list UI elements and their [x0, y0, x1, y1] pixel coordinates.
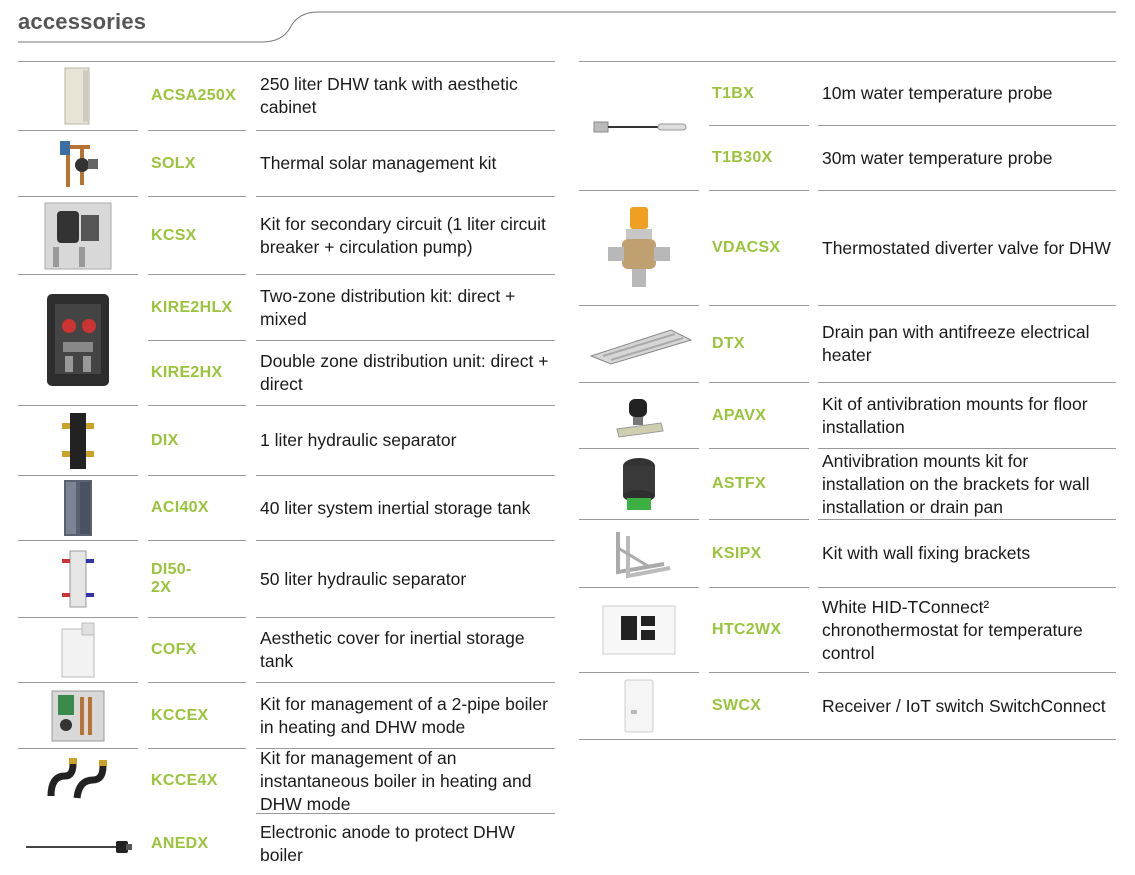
floor-mount-image	[579, 383, 699, 448]
inertial-tank-image	[18, 476, 138, 540]
desc-kire2hlx: Two-zone distribution kit: direct + mixed	[260, 285, 516, 329]
desc-aci40x: 40 liter system inertial storage tank	[260, 497, 531, 518]
desc-dix: 1 liter hydraulic separator	[260, 430, 457, 450]
solar-kit-image	[18, 131, 138, 196]
header-divider	[0, 0, 1135, 48]
drain-pan-image	[579, 306, 699, 382]
code-t1bx: T1BX	[712, 84, 755, 102]
desc-apavx: Kit of antivibration mounts for floor installation	[822, 393, 1088, 437]
desc-astfx: Antivibration mounts kit for installation on the brackets for wall installation or drain pan	[822, 450, 1090, 517]
desc-kccex: Kit for management of a 2-pipe boiler in heating and DHW mode	[260, 693, 548, 737]
aesthetic-cover-image	[18, 618, 138, 682]
chronothermostat-image	[579, 588, 699, 672]
code-t1b30x: T1B30X	[712, 149, 773, 166]
desc-kcce4x: Kit for management of an instantaneous boiler in heating and DHW mode	[260, 747, 532, 814]
desc-ksipx: Kit with wall fixing brackets	[822, 543, 1031, 563]
distribution-kit-image	[18, 275, 138, 405]
code-kcce4x: KCCE4X	[151, 772, 218, 789]
code-htc2wx: HTC2WX	[712, 621, 782, 638]
bracket-mount-image	[579, 449, 699, 519]
code-kire2hx: KIRE2HX	[151, 364, 223, 381]
desc-kire2hx: Double zone distribution unit: direct + direct	[260, 351, 549, 394]
desc-t1bx: 10m water temperature probe	[822, 83, 1053, 103]
switch-receiver-image	[579, 673, 699, 739]
code-solx: SOLX	[151, 154, 196, 172]
code-dtx: DTX	[712, 335, 745, 352]
desc-htc2wx: White HID-TConnect² chronothermostat for temperature control	[822, 596, 1083, 663]
tank-cabinet-image	[18, 62, 138, 130]
section-header	[0, 0, 1135, 48]
temperature-probe-image	[579, 62, 699, 190]
code-anedx: ANEDX	[151, 835, 209, 852]
code-apavx: APAVX	[712, 406, 767, 424]
hydraulic-separator-50-image	[18, 541, 138, 617]
desc-anedx: Electronic anode to protect DHW boiler	[260, 822, 515, 865]
code-swcx: SWCX	[712, 697, 762, 714]
code-kire2hlx: KIRE2HLX	[151, 298, 233, 316]
row-divider	[579, 739, 1116, 740]
desc-kcsx: Kit for secondary circuit (1 liter circuit breaker + circulation pump)	[260, 213, 546, 257]
desc-acsa250x: 250 liter DHW tank with aesthetic cabinet	[260, 74, 518, 117]
desc-cofx: Aesthetic cover for inertial storage tank	[260, 628, 525, 671]
code-di50-2x: DI50-2X	[151, 561, 192, 596]
code-vdacsx: VDACSX	[712, 239, 781, 256]
wall-brackets-image	[579, 520, 699, 587]
desc-swcx: Receiver / IoT switch SwitchConnect	[822, 695, 1106, 716]
code-kccex: KCCEX	[151, 706, 209, 724]
desc-di50-2x: 50 liter hydraulic separator	[260, 568, 467, 589]
boiler-kit-image	[18, 683, 138, 748]
code-ksipx: KSIPX	[712, 544, 762, 562]
secondary-circuit-kit-image	[18, 197, 138, 274]
code-kcsx: KCSX	[151, 226, 197, 244]
code-dix: DIX	[151, 431, 179, 449]
desc-solx: Thermal solar management kit	[260, 153, 497, 173]
code-astfx: ASTFX	[712, 475, 766, 492]
code-aci40x: ACI40X	[151, 499, 209, 516]
hydraulic-separator-image	[18, 406, 138, 475]
desc-vdacsx: Thermostated diverter valve for DHW	[822, 237, 1111, 258]
code-acsa250x: ACSA250X	[151, 87, 237, 104]
anode-image	[18, 814, 138, 874]
code-cofx: COFX	[151, 641, 197, 658]
diverter-valve-image	[579, 191, 699, 305]
page-title: accessories	[18, 9, 147, 34]
insulated-pipes-image	[18, 749, 138, 813]
desc-dtx: Drain pan with antifreeze electrical heater	[822, 322, 1090, 365]
desc-t1b30x: 30m water temperature probe	[822, 147, 1053, 168]
